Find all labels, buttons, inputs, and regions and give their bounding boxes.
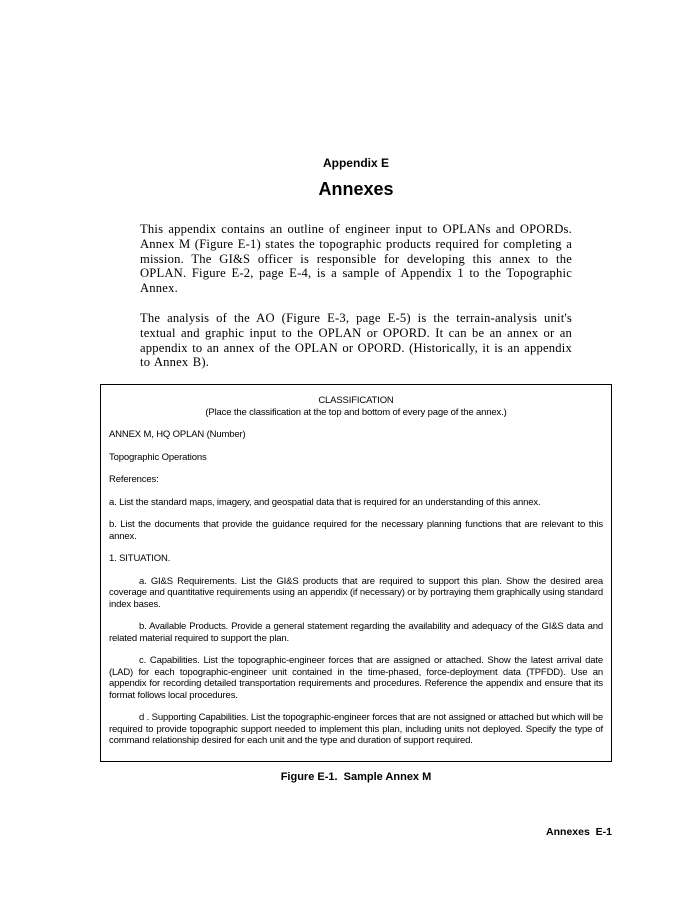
figure-caption: Figure E-1. Sample Annex M [280,770,432,783]
intro-paragraph-1: This appendix contains an outline of engineer input to OPLANs and OPORDs. Annex M (Figure E-1) states the topographic products required for completing a mission. The GI&S officer is responsible for developing this annex to the OPLAN. Figure E-2, page E-4, is a sample of Appendix 1 to the Topographic Annex. [140,222,572,296]
page-footer: Annexes E-1 [546,825,612,838]
reference-item-b: b. List the documents that provide the guidance required for the necessary planning functions that are relevant to this annex. [109,519,603,542]
situation-item-a: a. GI&S Requirements. List the GI&S products that are required to support this plan. Show the desired area coverage and quantitative requirements using an appendix (if necessary) or by portraying them graphically using standard index bases. [109,575,603,610]
intro-paragraph-2: The analysis of the AO (Figure E-3, page E-5) is the terrain-analysis unit's textual and graphic input to the OPLAN or OPORD. It can be an annex or an appendix to an annex of the OPLAN or OPORD. (Historically, it is an appendix to Annex B). [140,310,572,370]
classification-note: (Place the classification at the top and bottom of every page of the annex.) [205,406,507,418]
topographic-operations-line: Topographic Operations [109,451,207,463]
annex-heading-line: ANNEX M, HQ OPLAN (Number) [109,429,246,441]
figure-box [100,384,612,762]
situation-item-d: d . Supporting Capabilities. List the topographic-engineer forces that are not assigned or attached but which will be required to provide topographic support needed to implement this plan, including units not deployed. Specify the type of command relationship desired for each unit and the type and duration of support required. [109,712,603,747]
references-label: References: [109,474,159,486]
situation-item-b: b. Available Products. Provide a general statement regarding the availability and adequacy of the GI&S data and related material required to support the plan. [109,621,603,644]
page-title: Annexes [318,179,394,199]
classification-heading: CLASSIFICATION [318,395,394,407]
document-page [100,0,612,838]
situation-heading: 1. SITUATION. [109,553,171,565]
situation-item-c: c. Capabilities. List the topographic-engineer forces that are assigned or attached. Show the latest arrival date (LAD) for each topographic-engineer unit contained in the time-phased, force-deployment data (TPFDD). Use an appendix for recording detailed transportation requirements and procedures. Reference the appendix and ensure that its format follows local procedures. [109,655,603,701]
appendix-label: Appendix E [322,156,389,170]
reference-item-a: a. List the standard maps, imagery, and geospatial data that is required for an understanding of this annex. [109,496,541,508]
